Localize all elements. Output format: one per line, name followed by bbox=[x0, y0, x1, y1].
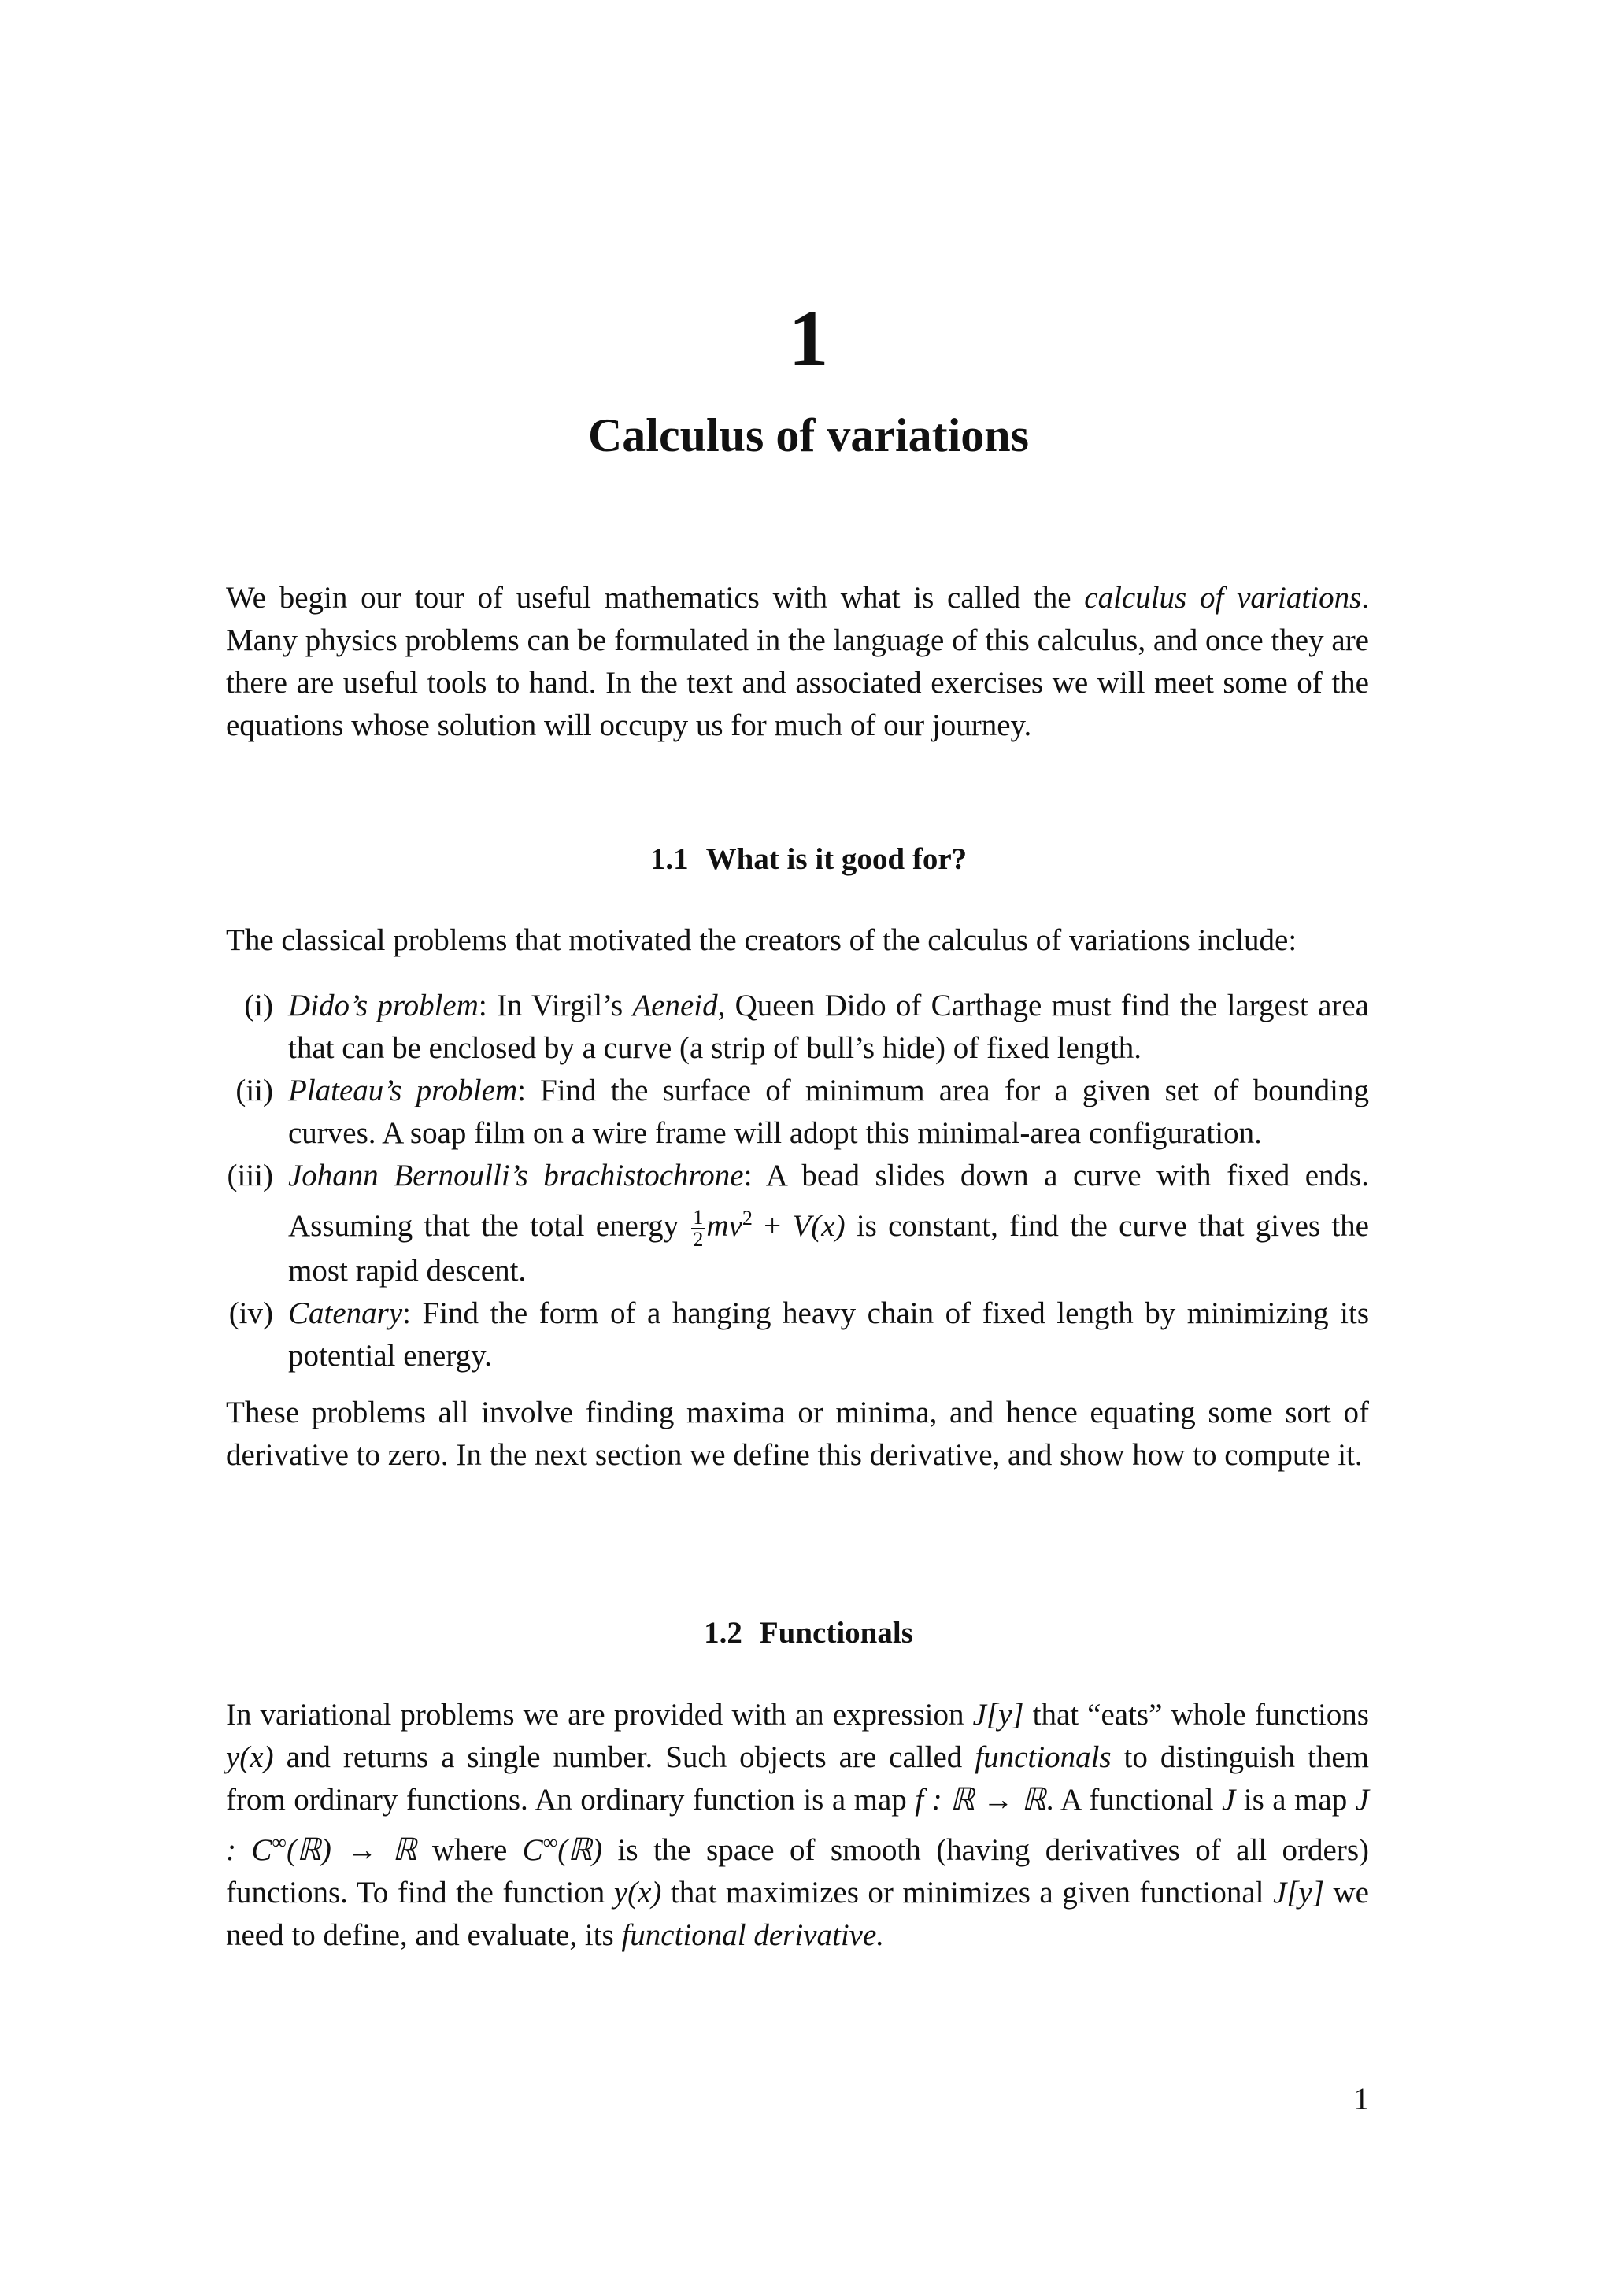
fraction-numerator: 1 bbox=[693, 1206, 704, 1229]
text: where bbox=[416, 1833, 523, 1867]
item-text: : Find the surface of minimum area for a given set of bounding curves. A soap film on a wire frame will adopt this minimal-area configuration. bbox=[288, 1074, 1370, 1150]
item-name: Johann Bernoulli’s brachistochrone bbox=[288, 1159, 744, 1192]
fraction-one-half bbox=[691, 1207, 705, 1250]
item-name: Dido’s problem bbox=[288, 989, 479, 1022]
item-text: : A bead slides down a curve with fixed ends. Assuming that the total energy bbox=[288, 1159, 1369, 1243]
math-superscript: 2 bbox=[742, 1207, 753, 1229]
closing-text: These problems all involve finding maxima or minima, and hence equating some sort of derivative to zero. In the next section we define this derivative, and show how to compute it. bbox=[226, 1396, 1369, 1472]
fraction-denominator: 2 bbox=[693, 1228, 704, 1252]
item-text: : In Virgil’s bbox=[478, 989, 633, 1022]
lead-text: The classical problems that motivated the creators of the calculus of variations include: bbox=[226, 923, 1297, 957]
item-label: (iv) bbox=[228, 1296, 273, 1331]
intro-text-b: . Many physics problems can be formulated in the language of this calculus, and once they are there are useful tools to hand. In the text and associated exercises we will meet some of the equations whose solution will occupy us for much of our journey. bbox=[226, 581, 1369, 742]
section-1-1-closing bbox=[226, 1392, 1369, 1477]
text: In variational problems we are provided with an expression bbox=[226, 1698, 973, 1732]
item-text: is constant, find the curve that gives the most rapid descent. bbox=[288, 1209, 1369, 1288]
math: (ℝ) bbox=[557, 1833, 603, 1867]
section-title: Functionals bbox=[759, 1616, 913, 1650]
item-label: (i) bbox=[244, 989, 273, 1022]
item-name: Plateau’s problem bbox=[288, 1074, 518, 1107]
problem-list bbox=[226, 985, 1369, 1377]
page-number: 1 bbox=[1353, 2082, 1369, 2116]
math-superscript: ∞ bbox=[542, 1831, 558, 1854]
section-title: What is it good for? bbox=[705, 842, 968, 876]
math: y(x) bbox=[613, 1876, 662, 1910]
item-name: Catenary bbox=[288, 1296, 403, 1331]
section-number: 1.1 bbox=[649, 842, 689, 876]
math: J[y] bbox=[1273, 1876, 1324, 1910]
item-text: : Find the form of a hanging heavy chain of fixed length by minimizing its potential energy. bbox=[288, 1296, 1369, 1374]
intro-text-a: We begin our tour of useful mathematics with what is called the bbox=[226, 581, 1085, 615]
item-text: , Queen Dido of Carthage must find the largest area that can be enclosed by a curve (a strip of bull’s hide) of fixed length. bbox=[288, 989, 1369, 1065]
math: (ℝ) → ℝ bbox=[286, 1833, 417, 1867]
emphasis: functionals bbox=[975, 1740, 1112, 1774]
functionals-paragraph bbox=[226, 1694, 1369, 1957]
emphasis: functional derivative. bbox=[621, 1918, 885, 1952]
text: . A functional bbox=[1045, 1783, 1222, 1817]
item-work: Aeneid bbox=[632, 989, 718, 1022]
math-plus: + bbox=[752, 1209, 793, 1243]
list-item bbox=[226, 1070, 1369, 1155]
section-1-1-lead bbox=[226, 919, 1369, 962]
intro-paragraph bbox=[226, 577, 1369, 747]
math: J : C bbox=[226, 1783, 1369, 1867]
math: y(x) bbox=[226, 1740, 274, 1774]
list-item bbox=[226, 985, 1369, 1070]
text: we need to define, and evaluate, its bbox=[226, 1876, 1369, 1952]
math-x: (x) bbox=[811, 1209, 846, 1243]
section-heading-1-2 bbox=[0, 1612, 1617, 1655]
list-item bbox=[226, 1292, 1369, 1377]
item-label: (ii) bbox=[235, 1074, 273, 1107]
list-item bbox=[226, 1155, 1369, 1292]
text: is a map bbox=[1235, 1783, 1356, 1817]
math-v: V bbox=[792, 1209, 812, 1243]
math: f : ℝ → ℝ bbox=[915, 1783, 1046, 1817]
intro-emphasis: calculus of variations bbox=[1084, 581, 1362, 615]
math: J[y] bbox=[972, 1698, 1024, 1732]
chapter-number: 1 bbox=[788, 294, 829, 383]
text: is the space of smooth (having derivatives of all orders) functions. To find the function bbox=[226, 1833, 1370, 1910]
math: J bbox=[1221, 1783, 1236, 1817]
math: C bbox=[522, 1833, 543, 1867]
text: to distinguish them from ordinary functions. An ordinary function is a map bbox=[226, 1740, 1370, 1817]
math-mv: mv bbox=[706, 1209, 742, 1243]
text: that maximizes or minimizes a given functional bbox=[661, 1876, 1274, 1910]
chapter-title: Calculus of variations bbox=[587, 409, 1030, 461]
section-number: 1.2 bbox=[704, 1616, 742, 1650]
text: and returns a single number. Such objects are called bbox=[273, 1740, 975, 1774]
text: that “eats” whole functions bbox=[1023, 1698, 1369, 1732]
section-heading-1-1 bbox=[0, 838, 1617, 881]
math-superscript: ∞ bbox=[272, 1831, 287, 1854]
item-label: (iii) bbox=[227, 1159, 273, 1192]
